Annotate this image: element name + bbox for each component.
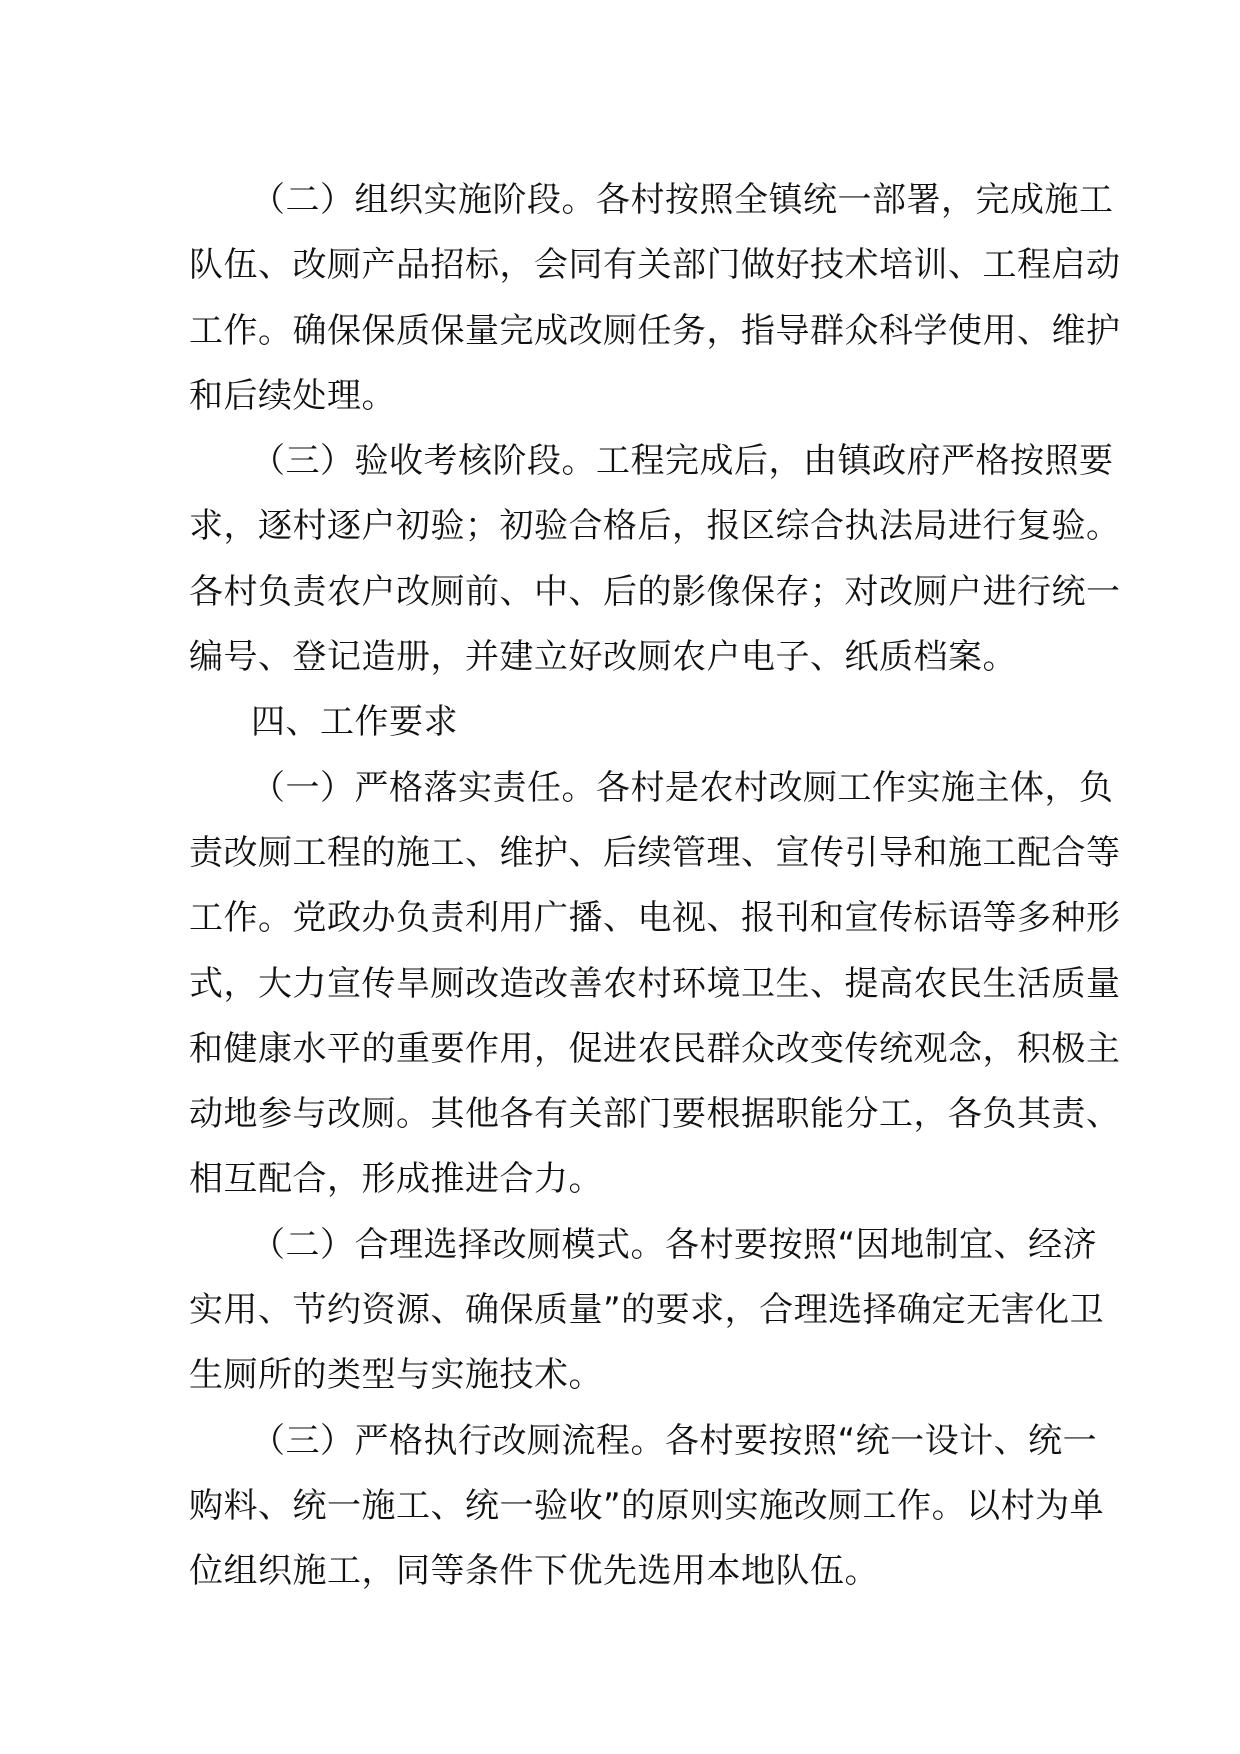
paragraph-choose-model bbox=[189, 1213, 1105, 1409]
text-line: 式，大力宣传旱厕改造改善农村环境卫生、提高农民生活质量 bbox=[189, 963, 1121, 1004]
text-line: 和健康水平的重要作用，促进农民群众改变传统观念，积极主 bbox=[189, 1028, 1121, 1069]
paragraph-follow-process bbox=[189, 1409, 1105, 1605]
text-line: 编号、登记造册，并建立好改厕农户电子、纸质档案。 bbox=[189, 637, 1017, 678]
text-line: 相互配合，形成推进合力。 bbox=[189, 1159, 603, 1200]
paragraph-acceptance-assessment bbox=[189, 429, 1121, 690]
text-line: 各村负责农户改厕前、中、后的影像保存；对改厕户进行统一 bbox=[189, 571, 1121, 612]
text-line: 工作。党政办负责利用广播、电视、报刊和宣传标语等多种形 bbox=[189, 898, 1121, 939]
text-line: 和后续处理。 bbox=[189, 375, 396, 416]
paragraph-implement-responsibility bbox=[189, 756, 1121, 1213]
section-heading-work-requirements bbox=[189, 690, 1059, 755]
text-line: 购料、统一施工、统一验收”的原则实施改厕工作。以村为单 bbox=[189, 1485, 1105, 1526]
section-heading: 四、工作要求 bbox=[251, 702, 458, 743]
text-line: 队伍、改厕产品招标，会同有关部门做好技术培训、工程启动 bbox=[189, 245, 1121, 286]
text-line: 动地参与改厕。其他各有关部门要根据职能分工，各负其责、 bbox=[189, 1094, 1121, 1135]
text-line: 生厕所的类型与实施技术。 bbox=[189, 1355, 603, 1396]
text-line: 实用、节约资源、确保质量”的要求，合理选择确定无害化卫 bbox=[189, 1290, 1105, 1331]
text-line: （二）合理选择改厕模式。各村要按照“因地制宜、经济 bbox=[251, 1224, 1098, 1265]
text-line: 工作。确保保质保量完成改厕任务，指导群众科学使用、维护 bbox=[189, 310, 1121, 351]
text-line: （三）严格执行改厕流程。各村要按照“统一设计、统一 bbox=[251, 1420, 1098, 1461]
text-line: （一）严格落实责任。各村是农村改厕工作实施主体，负 bbox=[251, 767, 1114, 808]
text-line: 位组织施工，同等条件下优先选用本地队伍。 bbox=[189, 1551, 879, 1592]
text-line: 求，逐村逐户初验；初验合格后，报区综合执法局进行复验。 bbox=[189, 506, 1121, 547]
text-line: （三）验收考核阶段。工程完成后，由镇政府严格按照要 bbox=[251, 441, 1114, 482]
document-body bbox=[189, 168, 1121, 1605]
text-line: （二）组织实施阶段。各村按照全镇统一部署，完成施工 bbox=[251, 180, 1114, 220]
text-line: 责改厕工程的施工、维护、后续管理、宣传引导和施工配合等 bbox=[189, 832, 1121, 873]
paragraph-organize-implement bbox=[189, 168, 1121, 429]
